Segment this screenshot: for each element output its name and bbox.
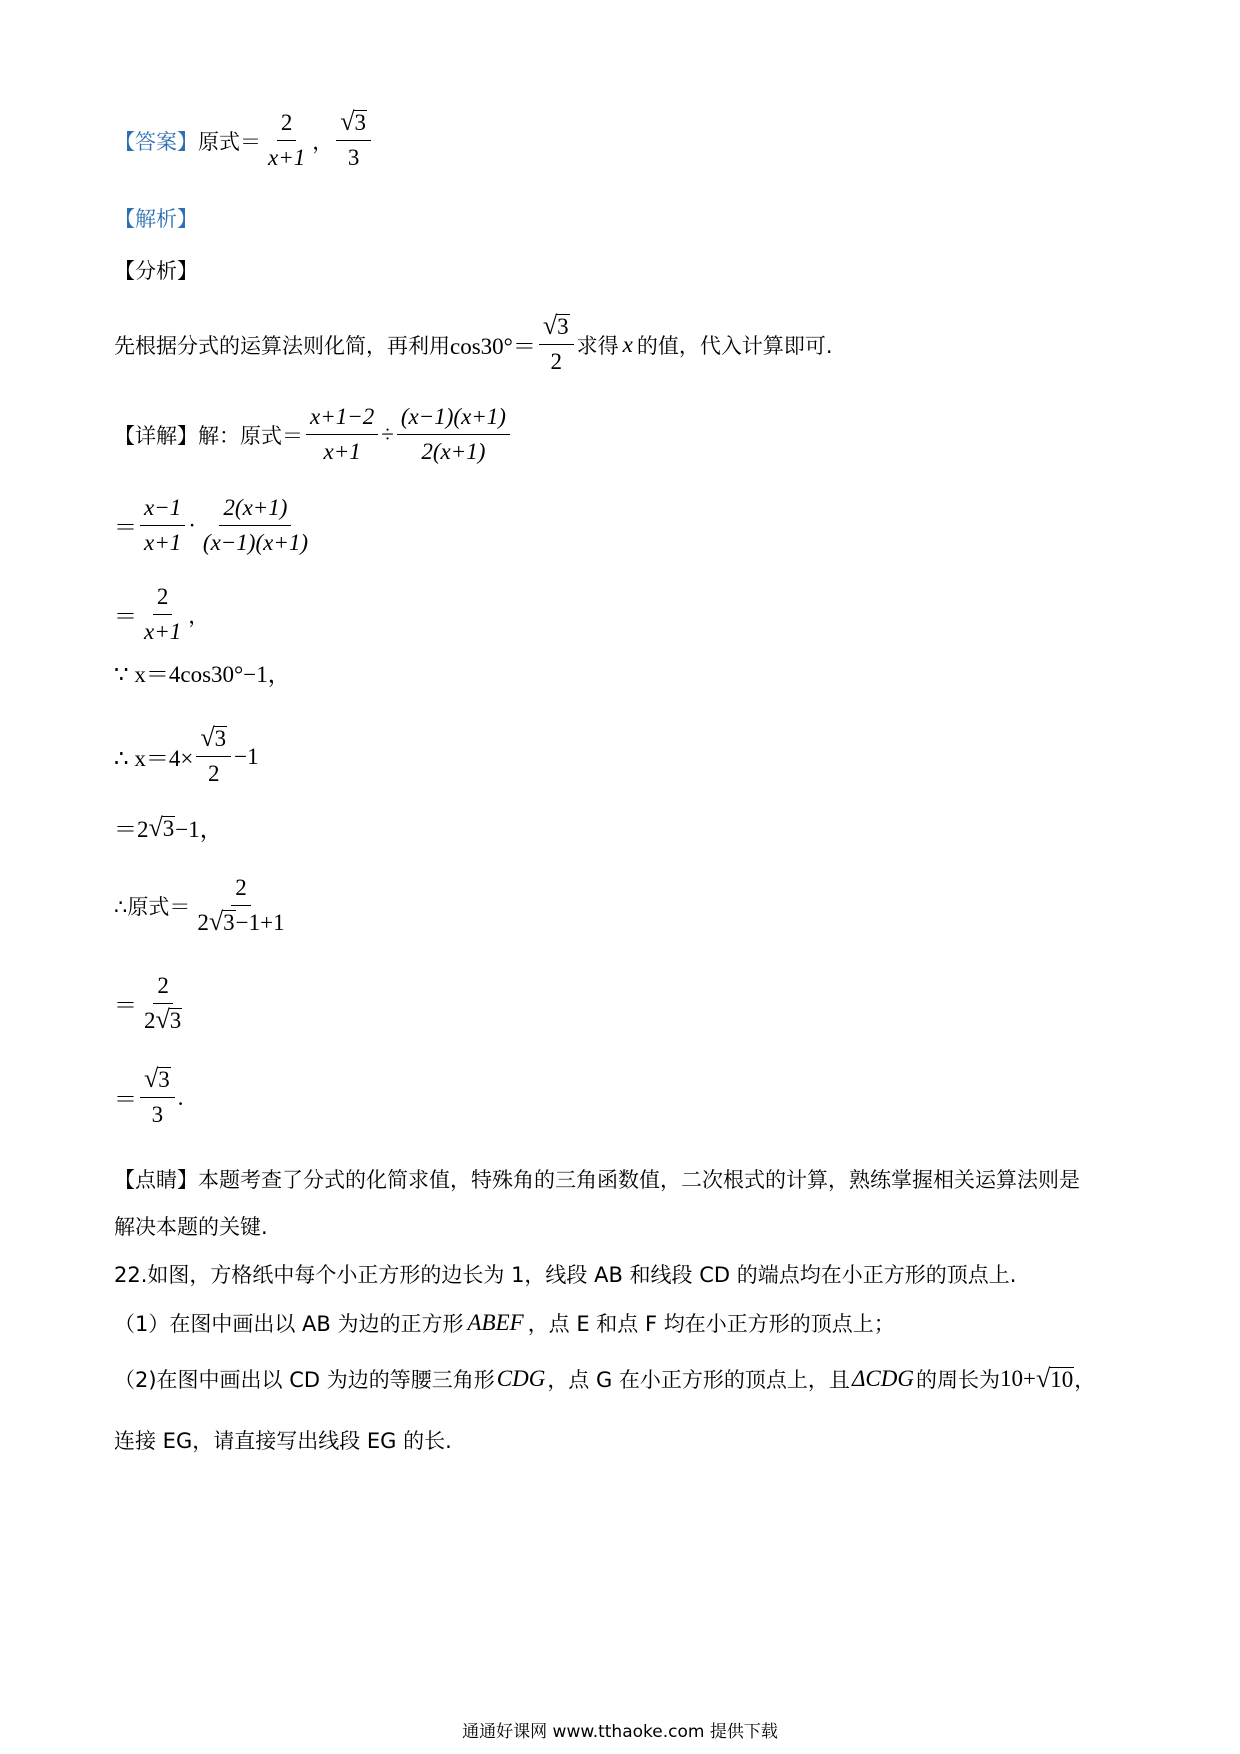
- detail-s7-num: 2: [231, 873, 251, 906]
- dianjing-tag: 【点睛】: [114, 1168, 198, 1192]
- detail-f1-den: x+1: [323, 439, 361, 464]
- detail-s7-den-b: −1+1: [235, 910, 285, 935]
- detail-s3-frac: [140, 582, 185, 647]
- detail-s7-den-root: 3: [223, 910, 235, 935]
- answer-result: [336, 108, 371, 173]
- detail-step-8: [114, 971, 189, 1036]
- page-footer: 通通好课网 www.tthaoke.com 提供下载: [462, 1722, 778, 1742]
- detail-s5-frac: [196, 724, 231, 789]
- dot: ·: [188, 512, 196, 538]
- detail-step-9: [114, 1065, 184, 1130]
- detail-s8-num: 2: [153, 971, 173, 1004]
- detail-s5-root: 3: [214, 726, 227, 751]
- detail-step-7: [114, 873, 292, 938]
- comma: ，: [188, 603, 210, 628]
- answer-fraction: [264, 108, 309, 173]
- fenxi-text-a: 先根据分式的运算法则化简，再利用: [114, 333, 450, 358]
- q22-part-1: [114, 1308, 895, 1338]
- detail-s8-den-a: 2: [144, 1008, 156, 1033]
- q22-p1-b: ，点 E 和点 F 均在小正方形的顶点上；: [527, 1312, 895, 1336]
- q22-p1-abef: ABEF: [467, 1310, 524, 1335]
- detail-step-6: [114, 811, 223, 844]
- equals: ＝: [114, 515, 137, 540]
- detail-s2-f1-num: x−1: [140, 493, 185, 526]
- dianjing-text-1: 本题考查了分式的化简求值，特殊角的三角函数值，二次根式的计算，熟练掌握相关运算法则是: [198, 1168, 1080, 1192]
- sqrt-symbol: √ 3: [200, 723, 227, 752]
- q22-p1-a: （1）在图中画出以 AB 为边的正方形: [114, 1312, 464, 1336]
- detail-s7-frac: [193, 873, 288, 938]
- q22-p2-c: 的周长为: [916, 1368, 1000, 1392]
- analysis-tag: 【解析】: [114, 207, 198, 231]
- detail-step-3: [114, 582, 209, 647]
- sqrt-symbol: √ 3: [155, 1005, 182, 1034]
- answer-tag: 【答案】: [114, 129, 198, 154]
- detail-s8-den: [140, 1004, 186, 1036]
- answer-line: [114, 108, 374, 173]
- q22-p2-d: ，: [1074, 1368, 1096, 1392]
- detail-s2-f2-num: 2(x+1): [219, 493, 291, 526]
- detail-f1: [306, 402, 378, 467]
- q22-line-1: 22.如图，方格纸中每个小正方形的边长为 1，线段 AB 和线段 CD 的端点均在小正方形的顶点上.: [114, 1263, 1017, 1287]
- answer-result-den: 3: [347, 145, 360, 170]
- detail-s7-den: [193, 906, 288, 938]
- detail-s6-root: 3: [162, 815, 175, 841]
- sqrt-symbol: √ 3: [144, 1064, 170, 1093]
- detail-s9-root: 3: [158, 1067, 170, 1092]
- detail-s6-tail: −1，: [175, 817, 223, 842]
- q22-p2-cdg: CDG: [496, 1366, 546, 1391]
- fenxi-den: 2: [550, 349, 562, 374]
- fenxi-root: 3: [557, 314, 569, 339]
- detail-s5-tail: −1: [234, 743, 259, 769]
- fenxi-var: x: [622, 331, 633, 357]
- detail-tag: 【详解】: [114, 423, 198, 448]
- detail-s3-num: 2: [153, 582, 173, 615]
- q22-part-2: [114, 1364, 1095, 1394]
- dianjing-line-1: [114, 1164, 1080, 1194]
- sqrt-symbol: √ 10: [1035, 1364, 1074, 1393]
- answer-sep: ，: [312, 129, 334, 154]
- detail-lead: 解：原式＝: [198, 423, 303, 448]
- detail-s2-f2-den: (x−1)(x+1): [202, 530, 309, 555]
- fenxi-cos: cos30°＝: [450, 334, 536, 359]
- detail-div: ÷: [381, 421, 394, 447]
- q22-p2-root: 10: [1050, 1367, 1074, 1392]
- detail-f1-num: x+1−2: [306, 402, 378, 435]
- fenxi-fraction: [539, 312, 574, 377]
- detail-s2-f2: [199, 493, 312, 558]
- detail-s9-den: 3: [151, 1102, 164, 1127]
- equals: ＝: [114, 604, 137, 629]
- detail-s2-f1: [140, 493, 185, 558]
- equals: ＝: [114, 993, 137, 1018]
- q22-line-3: 连接 EG，请直接写出线段 EG 的长.: [114, 1429, 452, 1453]
- detail-f2-num: (x−1)(x+1): [397, 402, 510, 435]
- answer-frac-num: 2: [277, 108, 297, 141]
- sqrt-symbol: √ 3: [148, 812, 175, 842]
- q22-p2-a: （2)在图中画出以 CD 为边的等腰三角形: [114, 1368, 495, 1392]
- detail-f2-den: 2(x+1): [421, 439, 486, 464]
- q22-p2-ten: 10+: [1000, 1366, 1036, 1391]
- detail-s7-den-a: 2: [197, 910, 209, 935]
- q22-p2-b: ，点 G 在小正方形的顶点上，且: [547, 1368, 850, 1392]
- fenxi-text-c: 的值，代入计算即可.: [636, 333, 833, 358]
- fenxi-tag: 【分析】: [114, 259, 198, 283]
- period: .: [177, 1084, 184, 1110]
- detail-s9-frac: [140, 1065, 175, 1130]
- sqrt-symbol: √ 3: [542, 311, 569, 340]
- detail-step-2: [114, 493, 315, 558]
- detail-s8-frac: [140, 971, 186, 1036]
- detail-s7-pre: ∴原式＝: [114, 894, 191, 919]
- sqrt-symbol: √ 3: [208, 907, 235, 936]
- detail-s2-f1-den: x+1: [144, 530, 182, 555]
- detail-step-1: [114, 402, 513, 467]
- dianjing-line-2: 解决本题的关键.: [114, 1215, 268, 1239]
- detail-s5-den: 2: [208, 761, 220, 786]
- detail-s8-den-root: 3: [169, 1008, 182, 1033]
- detail-s3-den: x+1: [144, 619, 182, 644]
- sqrt-symbol: √ 3: [340, 107, 367, 136]
- answer-frac-den: x+1: [268, 145, 306, 170]
- detail-s6-pre: ＝2: [114, 817, 149, 842]
- fenxi-line: [114, 312, 833, 377]
- q22-p2-triangle: ΔCDG: [851, 1366, 914, 1391]
- detail-step-5: [114, 724, 259, 789]
- fenxi-text-b: 求得: [576, 333, 619, 358]
- detail-f2: [397, 402, 510, 467]
- answer-lead: 原式＝: [198, 129, 261, 154]
- detail-step-4: ∵ x＝4cos30°−1，: [114, 662, 291, 687]
- answer-result-root: 3: [354, 110, 367, 135]
- detail-s5-pre: ∴ x＝4×: [114, 746, 194, 771]
- equals: ＝: [114, 1087, 137, 1112]
